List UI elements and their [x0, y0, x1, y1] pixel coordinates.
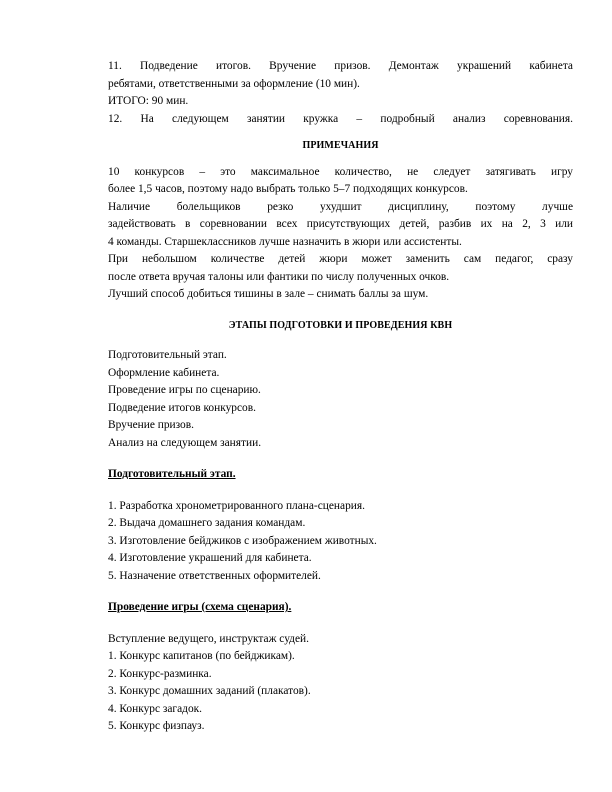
list-item: 4. Изготовление украшений для кабинета.: [108, 552, 312, 564]
game-list: [108, 631, 573, 736]
note-paragraph-4: Лучший способ добиться тишины в зале – снимать баллы за шум.: [108, 288, 429, 300]
list-item: Вручение призов.: [108, 419, 194, 431]
note-1-line-1: 10 конкурсов – это максимальное количество, не следует затягивать игру: [108, 165, 573, 178]
list-item: 5. Назначение ответственных оформителей.: [108, 569, 321, 582]
list-item: Вступление ведущего, инструктаж судей.: [108, 632, 309, 645]
note-3-line-2: после ответа вручая талоны или фантики по числу полученных очков.: [108, 270, 450, 283]
note-paragraph-2: [108, 199, 573, 217]
list-item: Подведение итогов конкурсов.: [108, 401, 256, 414]
game-heading: Проведение игры (схема сценария).: [108, 601, 292, 613]
note-2-line-2: задействовать в соревновании всех присутствующих детей, разбив их на 2, 3 или: [108, 218, 573, 230]
list-item: 1. Конкурс капитанов (по бейджикам).: [108, 650, 295, 662]
list-item: 5. Конкурс физпауз.: [108, 720, 205, 732]
item-11-line-2: ребятами, ответственными за оформление (10 мин).: [108, 77, 360, 90]
note-paragraph-1: [108, 164, 573, 182]
list-item: 2. Конкурс-разминка.: [108, 667, 212, 680]
item-12: 12. На следующем занятии кружка – подробный анализ соревнования.: [108, 112, 573, 125]
prep-list: [108, 498, 573, 586]
note-3-line-1: При небольшом количестве детей жюри может заменить сам педагог, сразу: [108, 253, 573, 265]
document-page: [108, 58, 573, 736]
total-time: ИТОГО: 90 мин.: [108, 95, 189, 107]
list-item: 4. Конкурс загадок.: [108, 702, 203, 715]
item-11: [108, 58, 573, 93]
item-11-line-1: 11. Подведение итогов. Вручение призов. Демонтаж украшений кабинета: [108, 60, 573, 72]
prep-heading: Подготовительный этап.: [108, 468, 236, 480]
notes-heading: ПРИМЕЧАНИЯ: [302, 140, 379, 151]
note-1-line-2: более 1,5 часов, поэтому надо выбрать только 5–7 подходящих конкурсов.: [108, 183, 468, 195]
stages-list: [108, 347, 573, 452]
list-item: Анализ на следующем занятии.: [108, 436, 262, 449]
list-item: Оформление кабинета.: [108, 366, 220, 379]
list-item: 1. Разработка хронометрированного плана-сценария.: [108, 499, 365, 512]
list-item: 3. Конкурс домашних заданий (плакатов).: [108, 685, 311, 697]
note-paragraph-3: [108, 251, 573, 269]
list-item: 2. Выдача домашнего задания командам.: [108, 517, 306, 529]
note-2-line-3: 4 команды. Старшеклассников лучше назначить в жюри или ассистенты.: [108, 235, 462, 248]
list-item: 3. Изготовление бейджиков с изображением животных.: [108, 534, 377, 547]
note-2-line-1: Наличие болельщиков резко ухудшит дисциплину, поэтому лучше: [108, 200, 573, 213]
list-item: Подготовительный этап.: [108, 349, 227, 361]
stages-heading: ЭТАПЫ ПОДГОТОВКИ И ПРОВЕДЕНИЯ КВН: [228, 319, 453, 331]
list-item: Проведение игры по сценарию.: [108, 384, 261, 396]
